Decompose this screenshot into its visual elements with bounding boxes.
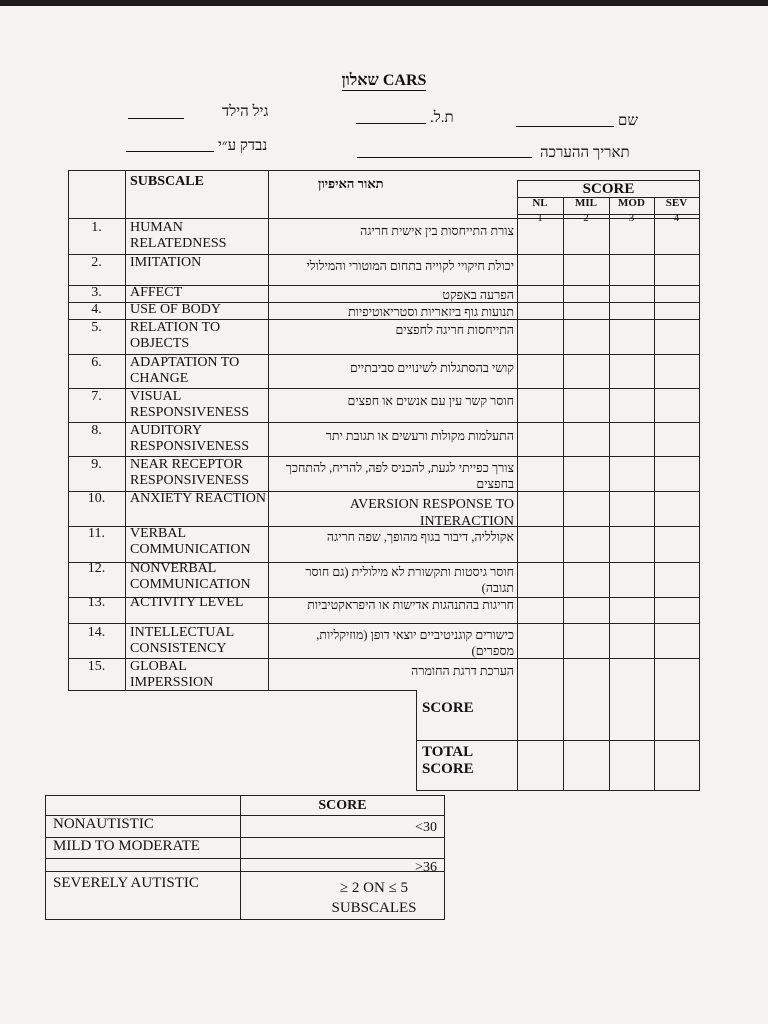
scan-top-edge xyxy=(0,0,768,6)
assessment-date-label: תאריך ההערכה xyxy=(540,145,630,161)
child-age-field[interactable] xyxy=(128,118,184,119)
score-value-2: 2 xyxy=(583,212,589,224)
description-header: תאור האיפיון xyxy=(318,176,384,191)
assessment-date-field[interactable] xyxy=(357,157,532,158)
name-field[interactable] xyxy=(516,126,614,127)
examiner-label: נבדק ע״י xyxy=(218,138,268,154)
child-age-label: גיל הילד xyxy=(222,104,269,120)
key-score-header: SCORE xyxy=(318,798,367,813)
cars-rating-table: SUBSCALE תאור האיפיון SCORE NL MIL MOD SEV 1 2 3 4 1. HUMAN RELATEDNESS צורת התייחסות בין אישית חריגה 2. IMITATION יכולת חיקויי לקוייה בתחום המוטורי והמילולי 3. AFFECT הפרעה באפקט 4. USE OF BODY תנועות גוף ביזאריות וסטריאוטיפיות 5. RELATION TO OBJECTS התייחסות חריגה לחפצים 6. ADAPTATION TO CHANGE קושי בהסתגלות לשינויים סביבתיים 7. VISUAL RESPONSIVENESS חוסר קשר עין עם אנשים או חפצים 8. AUDITORY RESPONSIVENESS התעלמות מקולות ורעשים או תגובת יתר 9. NEAR RECEPTOR RESPONSIVENESS צורך כפייתי לגעת, להכניס לפה, להריח, להתחכך בחפצים 10. ANXIETY REACTION AVERSION RESPONSE TO INTERACTION 11. VERBAL COMMUNICATION אקולליה, דיבור בגוף מהופך, שפה חריגה 12. NONVERBAL COMMUNICATION חוסר גיסטות ותקשורת לא מילולית (גם חוסר תגובה) 13. ACTIVITY LEVEL חריגות בהתנהגות אדישות או היפראקטיביות 14. INTELLECTUAL CONSISTENCY כישורים קוגניטיביים יוצאי דופן (מוזיקליות, מספרים) 15. GLOBAL IMPERSSION הערכת דרגת החומרה SCORE TOTAL SCORE xyxy=(68,170,700,790)
id-field[interactable] xyxy=(356,123,426,124)
score-col-mod: MOD xyxy=(618,197,645,209)
subscale-header: SUBSCALE xyxy=(130,174,204,189)
key-row-severe-label: SEVERELY AUTISTIC xyxy=(53,875,199,891)
score-header: SCORE xyxy=(582,181,635,197)
key-row-severe-value: ≥ 2 ON ≤ 5 SUBSCALES xyxy=(331,880,417,916)
score-value-1: 1 xyxy=(537,212,543,224)
examiner-field[interactable] xyxy=(126,151,214,152)
total-score-label: TOTAL SCORE xyxy=(422,744,474,777)
id-label: ת.ל. xyxy=(430,110,454,126)
key-row-threshold-value: >36 xyxy=(415,860,437,875)
score-col-mil: MIL xyxy=(575,197,597,209)
key-row-nonautistic-label: NONAUTISTIC xyxy=(53,816,154,832)
score-value-4: 4 xyxy=(673,212,680,224)
score-interpretation-table xyxy=(45,795,445,920)
score-col-nl: NL xyxy=(532,197,548,209)
score-subtotal-label: SCORE xyxy=(422,700,474,716)
name-label: שם xyxy=(618,113,638,129)
key-row-mild-label: MILD TO MODERATE xyxy=(53,838,200,854)
score-col-sev: SEV xyxy=(665,197,688,209)
key-row-nonautistic-value: <30 xyxy=(415,820,437,835)
page-title: שאלון CARS xyxy=(341,72,427,89)
score-value-3: 3 xyxy=(628,212,635,224)
